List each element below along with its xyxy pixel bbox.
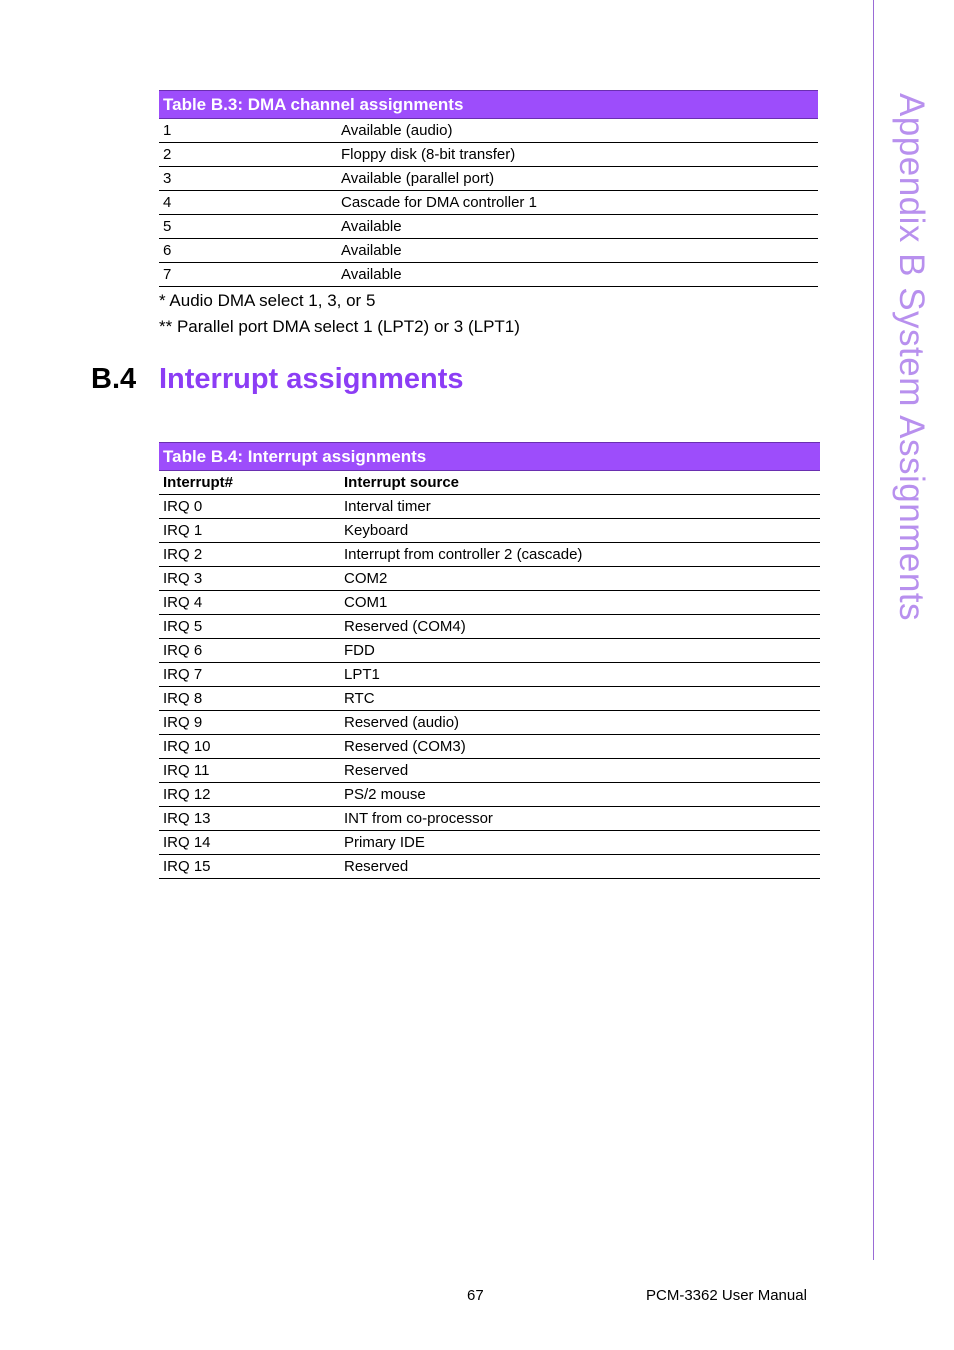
irq-row-key: IRQ 14 (159, 831, 340, 855)
dma-row-key: 5 (159, 215, 337, 239)
irq-row-key: IRQ 5 (159, 615, 340, 639)
irq-row (159, 855, 820, 879)
irq-row-value: PS/2 mouse (340, 783, 820, 807)
irq-row (159, 783, 820, 807)
interrupt-table (159, 442, 820, 879)
dma-channel-table (159, 90, 818, 287)
dma-row-value: Floppy disk (8-bit transfer) (337, 143, 818, 167)
dma-row (159, 143, 818, 167)
side-chapter-title: Appendix B System Assignments (892, 92, 931, 622)
dma-row-key: 6 (159, 239, 337, 263)
irq-row (159, 687, 820, 711)
irq-row (159, 831, 820, 855)
irq-row-key: IRQ 9 (159, 711, 340, 735)
section-number: B.4 (91, 363, 137, 395)
irq-row-value: RTC (340, 687, 820, 711)
dma-row-key: 4 (159, 191, 337, 215)
irq-row (159, 495, 820, 519)
dma-row-value: Cascade for DMA controller 1 (337, 191, 818, 215)
irq-row-value: Reserved (COM4) (340, 615, 820, 639)
source-column-header: Interrupt source (340, 471, 820, 495)
irq-row-key: IRQ 13 (159, 807, 340, 831)
irq-row (159, 615, 820, 639)
dma-row (159, 215, 818, 239)
irq-row (159, 807, 820, 831)
dma-row-value: Available (parallel port) (337, 167, 818, 191)
note-audio-dma: * Audio DMA select 1, 3, or 5 (159, 291, 376, 310)
manual-title: PCM-3362 User Manual (646, 1287, 807, 1304)
irq-row (159, 759, 820, 783)
irq-row-key: IRQ 7 (159, 663, 340, 687)
irq-row-value: Reserved (COM3) (340, 735, 820, 759)
irq-column-header: Interrupt# (159, 471, 340, 495)
note-parallel-dma: ** Parallel port DMA select 1 (LPT2) or 3 (LPT1) (159, 317, 520, 336)
dma-table-caption: Table B.3: DMA channel assignments (159, 91, 818, 119)
irq-row-value: Interval timer (340, 495, 820, 519)
irq-row-value: COM2 (340, 567, 820, 591)
irq-row-key: IRQ 0 (159, 495, 340, 519)
dma-row-key: 1 (159, 119, 337, 143)
dma-row-value: Available (337, 215, 818, 239)
irq-row (159, 591, 820, 615)
irq-row (159, 519, 820, 543)
irq-row (159, 735, 820, 759)
irq-row-key: IRQ 11 (159, 759, 340, 783)
page-number: 67 (467, 1287, 484, 1304)
irq-row-key: IRQ 4 (159, 591, 340, 615)
irq-row (159, 567, 820, 591)
irq-row-value: Keyboard (340, 519, 820, 543)
irq-row-key: IRQ 6 (159, 639, 340, 663)
irq-table-header-row (159, 471, 820, 495)
dma-row-value: Available (337, 239, 818, 263)
irq-row-value: INT from co-processor (340, 807, 820, 831)
dma-row (159, 191, 818, 215)
dma-row-value: Available (audio) (337, 119, 818, 143)
irq-row (159, 543, 820, 567)
dma-row (159, 119, 818, 143)
irq-row-key: IRQ 1 (159, 519, 340, 543)
irq-row-value: Reserved (340, 855, 820, 879)
irq-row-key: IRQ 10 (159, 735, 340, 759)
irq-row-value: COM1 (340, 591, 820, 615)
irq-row-value: Interrupt from controller 2 (cascade) (340, 543, 820, 567)
irq-row-value: Reserved (340, 759, 820, 783)
dma-row-key: 2 (159, 143, 337, 167)
dma-row (159, 263, 818, 287)
irq-row-key: IRQ 8 (159, 687, 340, 711)
dma-row-key: 3 (159, 167, 337, 191)
irq-row-key: IRQ 2 (159, 543, 340, 567)
irq-row-value: FDD (340, 639, 820, 663)
irq-row (159, 711, 820, 735)
dma-row (159, 239, 818, 263)
irq-row-key: IRQ 3 (159, 567, 340, 591)
dma-row-value: Available (337, 263, 818, 287)
irq-row (159, 639, 820, 663)
irq-row-key: IRQ 12 (159, 783, 340, 807)
dma-row (159, 167, 818, 191)
irq-row (159, 663, 820, 687)
irq-row-value: Primary IDE (340, 831, 820, 855)
section-heading (91, 363, 464, 396)
side-rule (873, 0, 874, 1260)
irq-row-value: LPT1 (340, 663, 820, 687)
section-title: Interrupt assignments (159, 363, 464, 395)
irq-row-key: IRQ 15 (159, 855, 340, 879)
dma-row-key: 7 (159, 263, 337, 287)
irq-table-caption: Table B.4: Interrupt assignments (159, 443, 820, 471)
irq-row-value: Reserved (audio) (340, 711, 820, 735)
